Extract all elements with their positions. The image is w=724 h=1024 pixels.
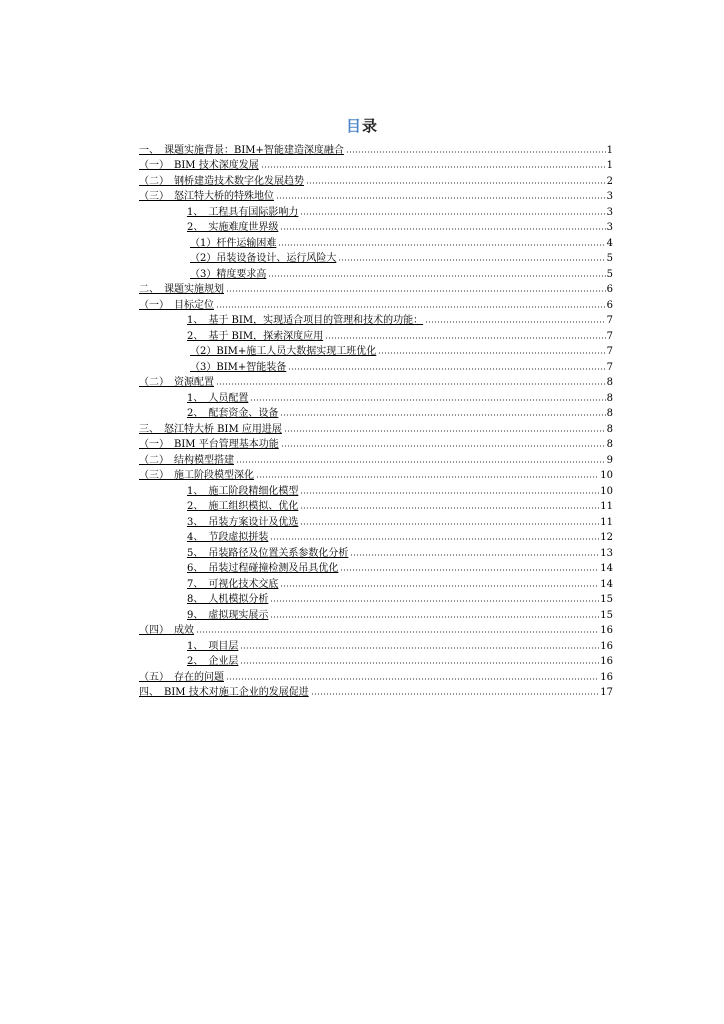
toc-entry-text[interactable]: 2、 配套资金、设备 [187,408,279,419]
toc-dot-leader [340,568,599,572]
toc-dot-leader [240,646,599,650]
toc-entry[interactable] [187,203,613,219]
toc-dot-leader [281,444,606,448]
toc-dot-leader [378,351,605,355]
toc-dot-leader [226,677,599,681]
toc-entry-text[interactable]: 三、 怒江特大桥 BIM 应用进展 [139,423,282,435]
toc-entry-text[interactable]: （二） 资源配置 [139,377,214,388]
toc-dot-leader [300,212,605,216]
toc-entry-text[interactable]: （一） 目标定位 [139,299,214,311]
toc-page-number: 6 [606,299,613,311]
toc-page-number: 8 [606,439,613,450]
toc-entry[interactable] [139,281,613,297]
toc-page-number: 9 [606,454,613,466]
toc-dot-leader [236,460,606,464]
toc-dot-leader [300,491,599,495]
toc-dot-leader [270,599,599,603]
toc-entry[interactable] [187,219,613,235]
toc-dot-leader [226,289,606,293]
toc-dot-leader [300,522,599,526]
toc-entry-text[interactable]: （五） 存在的问题 [139,671,224,683]
toc-entry[interactable] [139,141,613,157]
toc-entry[interactable] [187,591,613,607]
toc-dot-leader [270,615,599,619]
toc-dot-leader [268,274,605,278]
toc-page-number: 17 [600,687,613,698]
toc-entry-text[interactable]: 1、 施工阶段精细化模型 [187,485,299,497]
toc-page-number: 3 [606,191,613,202]
toc-entry-text[interactable]: 8、 人机模拟分析 [187,594,269,605]
toc-entry[interactable] [139,467,613,483]
toc-dot-leader [240,661,599,665]
toc-page-number: 16 [600,671,613,683]
toc-entry-text[interactable]: 1、 人员配置 [187,392,249,404]
toc-entry-text[interactable]: 7、 可视化技术交底 [187,578,279,590]
toc-page-number: 15 [600,609,613,621]
toc-dot-leader [261,165,606,169]
toc-page-number: 8 [606,423,613,435]
toc-page-number: 14 [600,563,613,574]
toc-entry[interactable] [187,312,613,328]
toc-page-number: 5 [606,268,613,280]
toc-page-number: 8 [606,392,613,404]
toc-entry-text[interactable]: 4、 节段虚拟拼装 [187,532,269,543]
toc-page-number: 7 [606,330,613,342]
toc-entry[interactable] [139,668,613,684]
toc-entry[interactable] [139,157,613,173]
toc-dot-leader [425,320,606,324]
toc-dot-leader [288,367,605,371]
toc-dot-leader [284,429,606,433]
toc-entry-text[interactable]: 6、 吊装过程碰撞检测及吊具优化 [187,563,339,574]
toc-dot-leader [256,475,599,479]
toc-page-number: 7 [606,361,613,373]
toc-entry-text[interactable]: （二） 钢桥建造技术数字化发展趋势 [139,175,304,187]
toc-entry[interactable] [139,684,613,700]
toc-page-number: 15 [600,594,613,605]
toc-entry[interactable] [187,606,613,622]
toc-entry-text[interactable]: （一） BIM 平台管理基本功能 [139,439,279,450]
toc-page-number: 7 [606,315,613,326]
toc-entry[interactable] [139,374,613,390]
toc-entry[interactable] [187,637,613,653]
toc-entry-text[interactable]: 5、 吊装路径及位置关系参数化分析 [187,547,349,559]
toc-dot-leader [338,258,605,262]
toc-dot-leader [250,398,605,402]
toc-page-number: 16 [600,625,613,636]
toc-entry[interactable] [139,188,613,204]
table-of-contents [0,141,724,699]
toc-dot-leader [311,692,600,696]
toc-dot-leader [280,227,605,231]
toc-dot-leader [280,584,599,588]
toc-entry[interactable] [190,343,613,359]
toc-entry[interactable] [139,420,613,436]
toc-page-number: 12 [600,532,613,543]
toc-entry-text[interactable]: 1、 项目层 [187,640,239,652]
toc-entry-text[interactable]: （二） 结构模型搭建 [139,454,234,466]
toc-page-number: 16 [600,640,613,652]
toc-page-number: 16 [600,656,613,667]
toc-page-number: 13 [600,547,613,559]
toc-dot-leader [350,553,599,557]
toc-page-number: 3 [606,206,613,218]
toc-entry[interactable] [139,296,613,312]
toc-entry-text[interactable]: （一） BIM 技术深度发展 [139,160,259,171]
toc-title-accent: 目 [345,117,362,135]
toc-entry-text[interactable]: 2、 企业层 [187,656,239,667]
toc-dot-leader [278,243,605,247]
toc-entry-text[interactable]: （三） 施工阶段模型深化 [139,470,254,481]
toc-entry[interactable] [187,575,613,591]
toc-entry-text[interactable]: （3）BIM+智能装备 [190,361,287,373]
toc-entry[interactable] [139,622,613,638]
toc-page-number: 2 [606,175,613,187]
toc-page-number: 10 [600,470,613,481]
toc-entry-text[interactable]: 9、 虚拟现实展示 [187,609,269,621]
toc-page-number: 11 [600,501,613,512]
toc-entry-text[interactable]: 一、 课题实施背景：BIM+智能建造深度融合 [139,144,344,156]
toc-page-number: 8 [606,377,613,388]
toc-entry-text[interactable]: 1、 工程具有国际影响力 [187,206,299,218]
toc-entry[interactable] [190,234,613,250]
toc-page-number: 5 [606,253,613,264]
toc-entry[interactable] [187,653,613,669]
toc-page-number: 8 [606,408,613,419]
toc-dot-leader [216,305,606,309]
toc-page-number: 11 [600,516,613,528]
toc-page-number: 7 [606,346,613,357]
toc-entry-text[interactable]: （2）BIM+施工人员大数据实现工班优化 [190,346,377,357]
toc-entry-text[interactable]: （三） 怒江特大桥的特殊地位 [139,191,274,202]
toc-title [0,116,724,136]
toc-entry[interactable] [187,529,613,545]
toc-dot-leader [280,413,605,417]
toc-dot-leader [276,196,606,200]
toc-entry-text[interactable]: （3）精度要求高 [190,268,267,280]
toc-entry-text[interactable]: （2）吊装设备设计、运行风险大 [190,253,337,264]
toc-entry[interactable] [190,358,613,374]
toc-entry[interactable] [187,405,613,421]
toc-entry-text[interactable]: （1）杆件运输困难 [190,237,277,249]
toc-entry[interactable] [190,265,613,281]
toc-dot-leader [270,537,599,541]
toc-dot-leader [216,382,606,386]
toc-entry-text[interactable]: 二、 课题实施规划 [139,284,224,295]
toc-entry-text[interactable]: 3、 吊装方案设计及优选 [187,516,299,528]
toc-page-number: 3 [606,222,613,233]
toc-entry[interactable] [187,544,613,560]
toc-dot-leader [300,506,599,510]
toc-dot-leader [306,181,606,185]
toc-entry-text[interactable]: 2、 施工组织模拟、优化 [187,501,299,512]
toc-entry-text[interactable]: （四） 成效 [139,625,194,636]
toc-entry[interactable] [187,560,613,576]
toc-entry[interactable] [187,327,613,343]
toc-title-rest: 录 [362,117,379,135]
toc-entry-text[interactable]: 四、 BIM 技术对施工企业的发展促进 [139,687,309,698]
toc-entry[interactable] [187,389,613,405]
toc-entry[interactable] [187,513,613,529]
toc-page-number: 1 [606,144,613,156]
toc-page-number: 1 [606,160,613,171]
toc-dot-leader [346,150,606,154]
toc-entry-text[interactable]: 1、 基于 BIM，实现适合项目的管理和技术的功能： [187,315,424,326]
toc-dot-leader [196,630,599,634]
toc-page-number: 10 [600,485,613,497]
toc-page-number: 14 [600,578,613,590]
toc-entry-text[interactable]: 2、 实施难度世界级 [187,222,279,233]
toc-page-number: 6 [606,284,613,295]
toc-dot-leader [325,336,606,340]
toc-entry[interactable] [187,482,613,498]
toc-page-number: 4 [606,237,613,249]
toc-entry[interactable] [139,436,613,452]
toc-entry[interactable] [139,172,613,188]
toc-entry-text[interactable]: 2、 基于 BIM，探索深度应用 [187,330,324,342]
toc-entry[interactable] [190,250,613,266]
toc-entry[interactable] [187,498,613,514]
toc-entry[interactable] [139,451,613,467]
